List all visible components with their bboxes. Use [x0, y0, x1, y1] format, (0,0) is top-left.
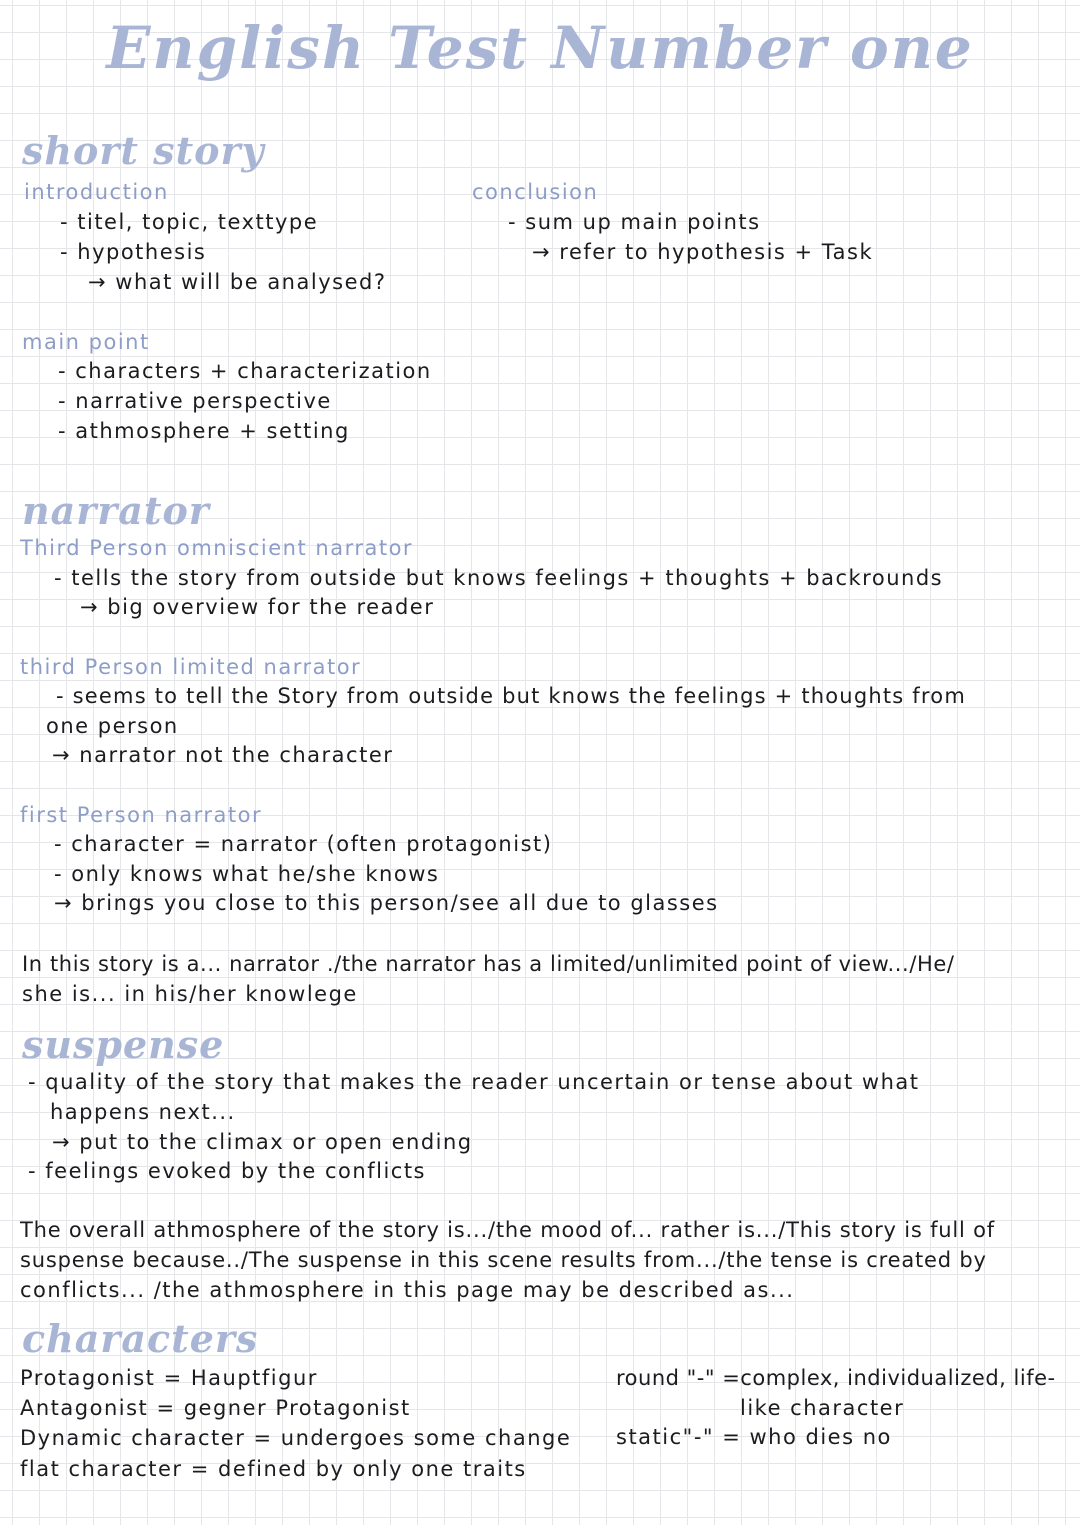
narrator-phrase: In this story is a... narrator ./the narrator has a limited/unlimited point of view.../He/: [22, 952, 955, 976]
first-person-line: - only knows what he/she knows: [54, 862, 440, 886]
suspense-line: - feelings evoked by the conflicts: [28, 1159, 427, 1183]
page-title: English Test Number one: [106, 14, 974, 82]
character-definition: round "-" =complex, individualized, life-: [616, 1366, 1056, 1390]
main-point-label: main point: [22, 330, 150, 354]
limited-label: third Person limited narrator: [20, 655, 362, 679]
suspense-phrase: suspense because../The suspense in this scene results from.../the tense is created by: [20, 1248, 987, 1272]
conclusion-item: → refer to hypothesis + Task: [532, 240, 874, 264]
suspense-line: happens next...: [50, 1100, 236, 1124]
suspense-phrase: conflicts... /the athmosphere in this page may be described as...: [20, 1278, 795, 1302]
main-point-item: - narrative perspective: [58, 389, 332, 413]
omniscient-line: → big overview for the reader: [80, 595, 435, 619]
character-definition: flat character = defined by only one traits: [20, 1457, 527, 1481]
introduction-item: - hypothesis: [60, 240, 207, 264]
heading-characters: characters: [22, 1316, 259, 1361]
first-person-label: first Person narrator: [20, 803, 263, 827]
introduction-item: → what will be analysed?: [88, 270, 387, 294]
first-person-line: - character = narrator (often protagonist): [54, 832, 553, 856]
character-definition: like character: [740, 1396, 905, 1420]
character-definition: Dynamic character = undergoes some change: [20, 1426, 572, 1450]
narrator-phrase: she is... in his/her knowlege: [22, 982, 358, 1006]
character-definition: Antagonist = gegner Protagonist: [20, 1396, 411, 1420]
limited-line: - seems to tell the Story from outside but knows the feelings + thoughts from: [56, 684, 966, 708]
omniscient-label: Third Person omniscient narrator: [20, 536, 414, 560]
limited-line: → narrator not the character: [52, 743, 394, 767]
character-definition: static"-" = who dies no: [616, 1425, 892, 1449]
omniscient-line: - tells the story from outside but knows feelings + thoughts + backrounds: [54, 566, 944, 590]
character-definition: Protagonist = Hauptfigur: [20, 1366, 318, 1390]
conclusion-item: - sum up main points: [508, 210, 761, 234]
main-point-item: - athmosphere + setting: [58, 419, 350, 443]
suspense-line: → put to the climax or open ending: [52, 1130, 473, 1154]
main-point-item: - characters + characterization: [58, 359, 432, 383]
conclusion-label: conclusion: [472, 180, 599, 204]
heading-narrator: narrator: [22, 488, 210, 533]
heading-suspense: suspense: [22, 1022, 225, 1067]
limited-line: one person: [46, 714, 179, 738]
suspense-line: - quality of the story that makes the reader uncertain or tense about what: [28, 1070, 920, 1094]
introduction-label: introduction: [24, 180, 169, 204]
first-person-line: → brings you close to this person/see all due to glasses: [54, 891, 719, 915]
suspense-phrase: The overall athmosphere of the story is.../the mood of... rather is.../This story is full of: [20, 1218, 995, 1242]
heading-short-story: short story: [22, 128, 265, 173]
introduction-item: - titel, topic, texttype: [60, 210, 319, 234]
